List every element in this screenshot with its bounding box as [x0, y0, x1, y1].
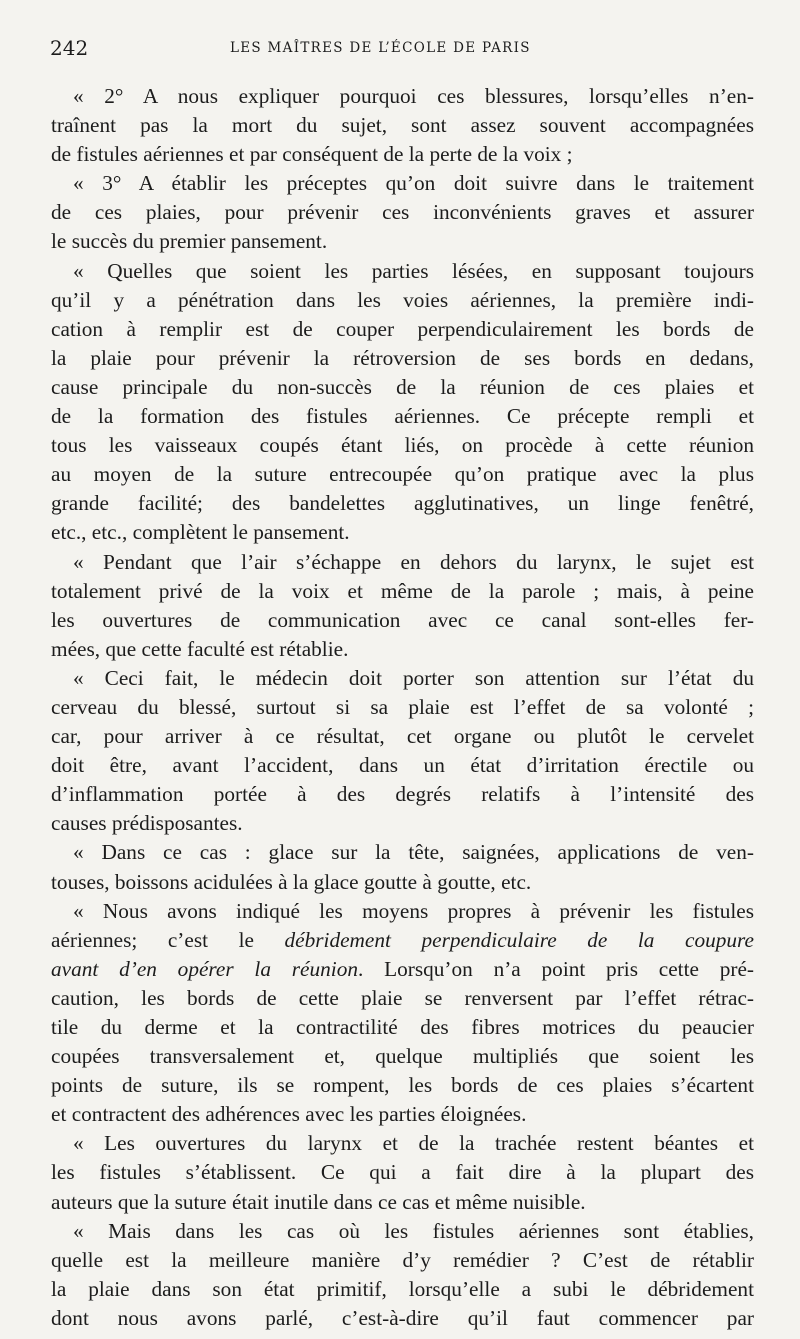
text-line-content: « 3° A établir les préceptes qu’on doit suivre dans le traitement: [73, 171, 754, 196]
text-line: [51, 460, 754, 489]
text-line: [51, 1100, 754, 1129]
text-line: [51, 780, 754, 809]
text-line-content: car, pour arriver à ce résultat, cet organe ou plutôt le cervelet: [51, 724, 754, 749]
text-line-content: qu’il y a pénétration dans les voies aériennes, la première indi-: [51, 287, 754, 312]
text-line-content: cation à remplir est de couper perpendiculairement les bords de: [51, 316, 754, 341]
emphasis-text: débridement perpendiculaire de la coupure: [284, 927, 754, 952]
text-line: [51, 286, 754, 315]
running-head: [50, 36, 770, 60]
text-line: [51, 402, 754, 431]
text-line: [51, 198, 754, 227]
text-line: [51, 489, 754, 518]
text-line-content: grande facilité; des bandelettes agglutinatives, un linge fenêtré,: [51, 491, 754, 516]
text-line: [51, 751, 754, 780]
text-line: [51, 1304, 754, 1333]
text-line: [51, 722, 754, 751]
text-line-content: la plaie pour prévenir la rétroversion de ses bords en dedans,: [51, 345, 754, 370]
text-line-content: quelle est la meilleure manière d’y remédier ? C’est de rétablir: [51, 1247, 754, 1272]
text-line: [51, 577, 754, 606]
text-line-content: touses, boissons acidulées à la glace goutte à goutte, etc.: [51, 869, 532, 894]
text-line-content: et contractent des adhérences avec les parties éloignées.: [51, 1102, 527, 1127]
text-line: [51, 838, 754, 867]
emphasis-text: avant d’en opérer la réunion: [51, 956, 358, 981]
text-line-content: points de suture, ils se rompent, les bords de ces plaies s’écartent: [51, 1073, 754, 1098]
text-line: [51, 1217, 754, 1246]
text-line-content: de ces plaies, pour prévenir ces inconvénients graves et assurer: [51, 200, 754, 225]
text-line-content: les ouvertures de communication avec ce canal sont-elles fer-: [51, 607, 754, 632]
text-line: [51, 315, 754, 344]
text-line-continuation: . Lorsqu’on n’a point pris cette pré-: [358, 956, 754, 981]
text-line: [51, 1129, 754, 1158]
text-line-content: tile du derme et la contractilité des fibres motrices du peaucier: [51, 1015, 754, 1039]
text-line: [51, 955, 754, 984]
text-line: [51, 1188, 754, 1217]
text-line: [51, 344, 754, 373]
text-line-content: « Les ouvertures du larynx et de la trachée restent béantes et: [73, 1131, 754, 1156]
running-title: LES MAÎTRES DE L’ÉCOLE DE PARIS: [230, 40, 531, 56]
text-line-content: au moyen de la suture entrecoupée qu’on pratique avec la plus: [51, 462, 754, 487]
page-number: 242: [50, 36, 89, 60]
text-line: [51, 1042, 754, 1071]
text-line-content: les fistules s’établissent. Ce qui a fait dire à la plupart des: [51, 1160, 754, 1185]
text-line-content: mées, que cette faculté est rétablie.: [51, 636, 349, 661]
text-line: [51, 693, 754, 722]
text-line-content: la plaie dans son état primitif, lorsqu’elle a subi le débridement: [51, 1276, 754, 1301]
text-line-content: cerveau du blessé, surtout si sa plaie est l’effet de sa volonté ;: [51, 694, 754, 719]
text-line: [51, 606, 754, 635]
text-line-content: le succès du premier pansement.: [51, 229, 328, 254]
text-line-content: cause principale du non-succès de la réunion de ces plaies et: [51, 374, 754, 399]
text-line: [51, 1158, 754, 1187]
text-line-content: d’inflammation portée à des degrés relatifs à l’intensité des: [51, 782, 754, 807]
text-line: [51, 926, 754, 955]
text-line: [51, 373, 754, 402]
text-line-content: aériennes; c’est le: [51, 927, 285, 952]
text-line: [51, 111, 754, 140]
text-line-content: « Quelles que soient les parties lésées, en supposant toujours: [73, 258, 754, 283]
text-line-content: « Mais dans les cas où les fistules aériennes sont établies,: [73, 1218, 754, 1243]
text-line-content: de la formation des fistules aériennes. Ce précepte rempli et: [51, 404, 754, 429]
text-line-content: tous les vaisseaux coupés étant liés, on procède à cette réunion: [51, 433, 754, 458]
text-line-content: « Dans ce cas : glace sur la tête, saignées, applications de ven-: [73, 840, 754, 865]
text-line: [51, 1275, 754, 1304]
text-line: [51, 809, 754, 838]
text-line-content: caution, les bords de cette plaie se renversent par l’effet rétrac-: [51, 985, 754, 1010]
text-line: [51, 984, 754, 1013]
text-line-content: de fistules aériennes et par conséquent de la perte de la voix ;: [51, 142, 573, 167]
text-line: [51, 1071, 754, 1100]
text-line: [51, 897, 754, 926]
text-line: [51, 664, 754, 693]
text-line-content: traînent pas la mort du sujet, sont assez souvent accompagnées: [51, 113, 754, 138]
text-line-content: « Ceci fait, le médecin doit porter son attention sur l’état du: [73, 665, 754, 690]
text-line-content: causes prédisposantes.: [51, 811, 243, 836]
text-line-content: dont nous avons parlé, c’est-à-dire qu’il faut commencer par: [51, 1305, 754, 1330]
text-line: [51, 82, 754, 111]
text-line: [51, 227, 754, 256]
text-line-content: « 2° A nous expliquer pourquoi ces blessures, lorsqu’elles n’en-: [73, 84, 754, 108]
text-line: [51, 1013, 754, 1042]
text-line-content: totalement privé de la voix et même de la parole ; mais, à peine: [51, 578, 754, 603]
text-line-content: auteurs que la suture était inutile dans ce cas et même nuisible.: [51, 1189, 586, 1214]
text-line: [51, 548, 754, 577]
text-line: [51, 868, 754, 897]
text-line-content: coupées transversalement et, quelque multipliés que soient les: [51, 1044, 754, 1069]
text-line-content: doit être, avant l’accident, dans un état d’irritation érectile ou: [51, 753, 754, 778]
body-text: [51, 82, 754, 1333]
text-line-content: « Pendant que l’air s’échappe en dehors du larynx, le sujet est: [73, 549, 754, 574]
text-line: [51, 140, 754, 169]
text-line: [51, 431, 754, 460]
text-line: [51, 635, 754, 664]
text-line: [51, 169, 754, 198]
text-line: [51, 1246, 754, 1275]
text-line: [51, 518, 754, 547]
text-line-content: « Nous avons indiqué les moyens propres à prévenir les fistules: [73, 898, 754, 923]
text-line-content: etc., etc., complètent le pansement.: [51, 520, 350, 545]
text-line: [51, 257, 754, 286]
